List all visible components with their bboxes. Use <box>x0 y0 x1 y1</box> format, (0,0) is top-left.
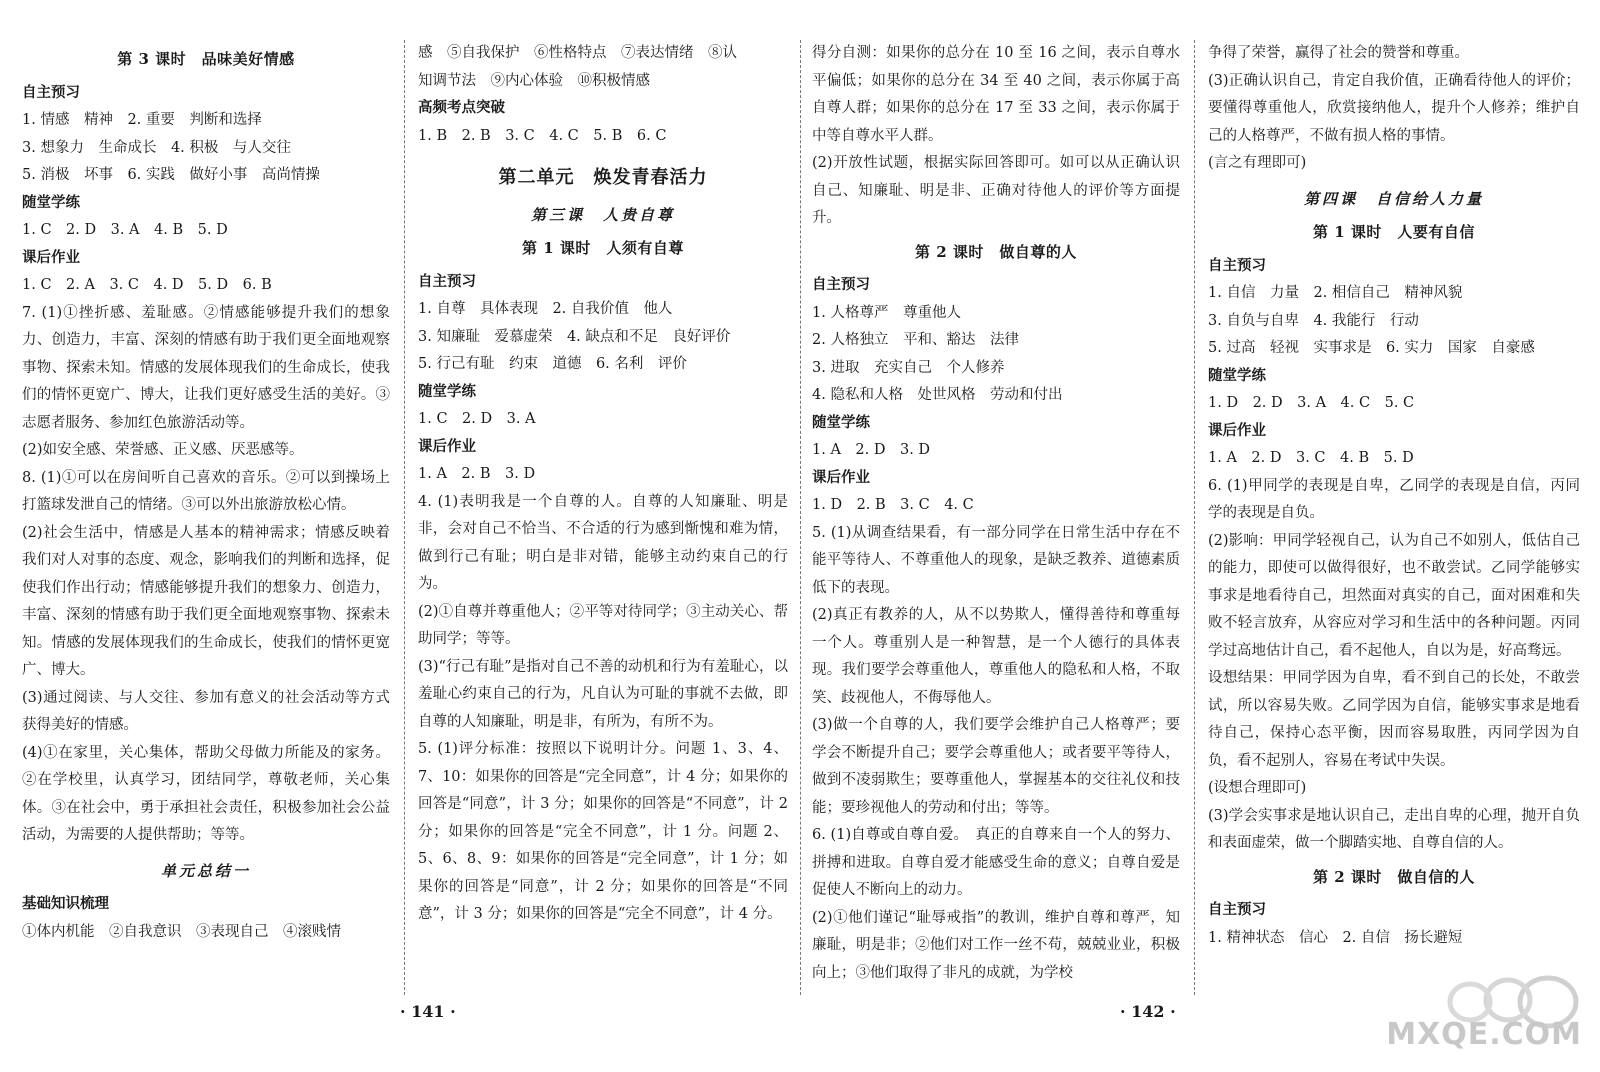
answer-line: 感 ⑤自我保护 ⑥性格特点 ⑦表达情绪 ⑧认 <box>418 45 737 61</box>
section-heading: 自主预习 <box>1208 902 1266 918</box>
answer-line: (2)如安全感、荣誉感、正义感、厌恶感等。 <box>22 442 304 458</box>
answer-line: 4. 隐私和人格 处世风格 劳动和付出 <box>812 387 1063 403</box>
answer-paragraph: (2)社会生活中，情感是人基本的精神需求；情感反映着我们对人对事的态度、观念，影响我们的判断和选择，促使我们作出行动；情感能够提升我们的想象力、创造力，丰富、深刻的情感有助于我们更全面地观察事物、探索未知。情感的发展体现我们的生命成长，使我们的情怀更宽广、博大。 <box>22 524 390 678</box>
unit-heading: 第二单元 焕发青春活力 <box>498 167 708 188</box>
section-heading: 随堂学练 <box>1208 367 1266 384</box>
section-heading: 自主预习 <box>418 273 476 290</box>
answer-line: 1. A 2. D 3. D <box>812 442 931 458</box>
answer-paragraph: 得分自测：如果你的总分在 10 至 16 之间，表示自尊水平偏低；如果你的总分在 34 至 40 之间，表示你属于高自尊人群；如果你的总分在 17 至 33 之间，表示你属于中等自尊水平人群。 <box>812 45 1180 144</box>
section-heading: 自主预习 <box>1208 257 1266 274</box>
answer-paragraph: (4)①在家里，关心集体，帮助父母做力所能及的家务。②在学校里，认真学习，团结同学，尊敬老师，关心集体。③在社会中，勇于承担社会责任，积极参加社会公益活动，为需要的人提供帮助；等等。 <box>22 744 390 843</box>
answer-paragraph: (3)“行己有耻”是指对自己不善的动机和行为有羞耻心，以羞耻心约束自己的行为，凡自认为可耻的事就不去做，即自尊的人知廉耻，明是非，有所为，有所不为。 <box>418 658 788 730</box>
lesson-heading: 第 2 课时 做自尊的人 <box>915 242 1077 261</box>
column-4 <box>1208 40 1580 1000</box>
section-heading: 随堂学练 <box>418 383 476 400</box>
column-divider-1 <box>404 40 405 995</box>
answer-line: 5. 行己有耻 约束 道德 6. 名利 评价 <box>418 356 687 372</box>
answer-paragraph: 设想结果：甲同学因为自卑，看不到自己的长处，不敢尝试，所以容易失败。乙同学因为自信，能够实事求是地看待自己，保持心态平衡，因而容易取胜，丙同学因为自负，看不起别人，容易在考试中失误。 <box>1208 670 1580 769</box>
answer-line: 3. 自负与自卑 4. 我能行 行动 <box>1208 312 1419 329</box>
course-heading: 第四课 自信给人力量 <box>1303 189 1484 208</box>
answer-line: 1. 精神状态 信心 2. 自信 扬长避短 <box>1208 929 1463 946</box>
answer-paragraph: 6. (1)甲同学的表现是自卑，乙同学的表现是自信，丙同学的表现是自负。 <box>1208 477 1580 521</box>
answer-paragraph: 6. (1)自尊或自尊自爱。 真正的自尊来自一个人的努力、拼搏和进取。自尊自爱才能感受生命的意义；自尊自爱是促使人不断向上的动力。 <box>812 827 1180 898</box>
answer-line: 2. 人格独立 平和、豁达 法律 <box>812 332 1019 348</box>
course-heading: 单元总结一 <box>160 861 251 880</box>
answer-paragraph: (2)影响：甲同学轻视自己，认为自己不如别人，低估自己的能力，即使可以做得很好，也不敢尝试。乙同学能够实事求是地看待自己，坦然面对真实的自己，面对困难和失败不轻言放弃，从容应对学习和生活中的各种问题。丙同学过高地估计自己，看不起他人，自以为是，好高骛远。 <box>1208 532 1580 659</box>
column-1 <box>22 40 390 1000</box>
answer-paragraph: 5. (1)从调查结果看，有一部分同学在日常生活中存在不能平等待人、不尊重他人的现象，是缺乏教养、道德素质低下的表现。 <box>812 524 1180 596</box>
page-number-left: · 141 · <box>400 1002 456 1021</box>
answer-line: 1. C 2. D 3. A <box>418 411 536 427</box>
section-heading: 基础知识梳理 <box>22 896 109 912</box>
section-heading: 课后作业 <box>22 249 80 266</box>
page-number-right: · 142 · <box>1120 1002 1176 1021</box>
watermark-text: MXQE.COM <box>1386 1017 1582 1052</box>
answer-line: 1. 自尊 具体表现 2. 自我价值 他人 <box>418 301 673 317</box>
section-heading: 随堂学练 <box>812 414 870 431</box>
section-heading: 高频考点突破 <box>418 100 505 116</box>
answer-line: 1. D 2. D 3. A 4. C 5. C <box>1208 395 1415 411</box>
course-heading: 第三课 人贵自尊 <box>530 205 675 224</box>
answer-line: 知调节法 ⑨内心体验 ⑩积极情感 <box>418 72 650 89</box>
column-divider-3 <box>1194 40 1195 995</box>
answer-line: 争得了荣誉，赢得了社会的赞誉和尊重。 <box>1208 45 1469 61</box>
answer-line: 5. 过高 轻视 实事求是 6. 实力 国家 自豪感 <box>1208 340 1535 356</box>
answer-line: 1. C 2. D 3. A 4. B 5. D <box>22 222 228 238</box>
answer-paragraph: 4. (1)表明我是一个自尊的人。自尊的人知廉耻、明是非，会对自己不恰当、不合适的行为感到惭愧和难为情，做到行己有耻；明白是非对错，能够主动约束自己的行为。 <box>418 493 788 592</box>
answer-line: (设想合理即可) <box>1208 780 1307 796</box>
section-heading: 课后作业 <box>418 438 476 455</box>
section-heading: 随堂学练 <box>22 194 80 211</box>
lesson-heading: 第 3 课时 品味美好情感 <box>117 50 295 68</box>
answer-line: 3. 想象力 生命成长 4. 积极 与人交往 <box>22 139 291 156</box>
answer-paragraph: (2)真正有教养的人，从不以势欺人，懂得善待和尊重每一个人。尊重别人是一种智慧，是一个人德行的具体表现。我们要学会尊重他人，尊重他人的隐私和人格，不取笑、歧视他人，不侮辱他人。 <box>812 607 1180 706</box>
answer-line: 1. C 2. A 3. C 4. D 5. D 6. B <box>22 277 272 293</box>
answer-line: 1. A 2. D 3. C 4. B 5. D <box>1208 450 1414 466</box>
answer-line: 3. 知廉耻 爱慕虚荣 4. 缺点和不足 良好评价 <box>418 328 731 345</box>
lesson-heading: 第 2 课时 做自信的人 <box>1313 867 1475 886</box>
answer-line: 1. D 2. B 3. C 4. C <box>812 497 974 513</box>
answer-paragraph: (3)正确认识自己，肯定自我价值，正确看待他人的评价；要懂得尊重他人，欣赏接纳他人，提升个人修养；维护自己的人格尊严，不做有损人格的事情。 <box>1208 72 1580 144</box>
answer-line: 5. 消极 坏事 6. 实践 做好小事 高尚情操 <box>22 167 320 183</box>
answer-paragraph: (3)学会实事求是地认识自己，走出自卑的心理，抛开自负和表面虚荣，做一个脚踏实地、自尊自信的人。 <box>1208 807 1580 851</box>
column-divider-2 <box>800 40 801 995</box>
answer-paragraph: 5. (1)评分标准：按照以下说明计分。问题 1、3、4、7、10：如果你的回答是“完全同意”，计 4 分；如果你的回答是“同意”，计 3 分；如果你的回答是“不同意”，计 2 分；如果你的回答是“完全不同意”，计 1 分。问题 2、5、6、8、9：如果你的回答是“完全同意”，计 1 分；如果你的回答是“同意”，计 2 分；如果你的回答是“不同意”，计 3 分；如果你的回答是“完全不同意”，计 4 分。 <box>418 741 788 922</box>
answer-paragraph: (2)①自尊并尊重他人；②平等对待同学；③主动关心、帮助同学；等等。 <box>418 603 788 647</box>
column-3 <box>812 40 1180 1000</box>
column-2 <box>418 40 788 1000</box>
section-heading: 自主预习 <box>812 277 870 293</box>
answer-paragraph: (3)通过阅读、与人交往、参加有意义的社会活动等方式获得美好的情感。 <box>22 689 390 733</box>
answer-line: ①体内机能 ②自我意识 ③表现自己 ④滚贱情 <box>22 923 341 940</box>
answer-line: 1. 情感 精神 2. 重要 判断和选择 <box>22 112 262 128</box>
section-heading: 自主预习 <box>22 84 80 101</box>
answer-line: 3. 进取 充实自己 个人修养 <box>812 359 1005 376</box>
answer-paragraph: (3)做一个自尊的人，我们要学会维护自己人格尊严；要学会不断提升自己；要学会尊重他人；或者要平等待人，做到不凌弱欺生；要尊重他人，掌握基本的交往礼仪和技能；要珍视他人的劳动和付出；等等。 <box>812 717 1180 816</box>
section-heading: 课后作业 <box>1208 422 1266 439</box>
lesson-heading: 第 1 课时 人要有自信 <box>1313 223 1475 241</box>
answer-line: 1. A 2. B 3. D <box>418 466 536 482</box>
answer-paragraph: (2)开放性试题，根据实际回答即可。如可以从正确认识自己、知廉耻、明是非、正确对待他人的评价等方面提升。 <box>812 155 1180 226</box>
lesson-heading: 第 1 课时 人须有自尊 <box>522 239 684 257</box>
answer-paragraph: 7. (1)①挫折感、羞耻感。②情感能够提升我们的想象力、创造力，丰富、深刻的情感有助于我们更全面地观察事物、探索未知。情感的发展体现我们的生命成长，使我们的情怀更宽广、博大，让我们更好感受生活的美好。③志愿者服务、参加红色旅游活动等。 <box>22 304 390 431</box>
section-heading: 课后作业 <box>812 469 870 486</box>
answer-line: (言之有理即可) <box>1208 155 1307 171</box>
answer-paragraph: (2)①他们谨记“耻辱戒指”的教训，维护自尊和尊严，知廉耻，明是非；②他们对工作一丝不苟，兢兢业业，积极向上；③他们取得了非凡的成就，为学校 <box>812 909 1180 981</box>
answer-line: 1. B 2. B 3. C 4. C 5. B 6. C <box>418 127 667 144</box>
answer-line: 1. 自信 力量 2. 相信自己 精神风貌 <box>1208 285 1463 301</box>
answer-line: 1. 人格尊严 尊重他人 <box>812 304 961 321</box>
answer-paragraph: 8. (1)①可以在房间听自己喜欢的音乐。②可以到操场上打篮球发泄自己的情绪。③可以外出旅游放松心情。 <box>22 469 390 513</box>
